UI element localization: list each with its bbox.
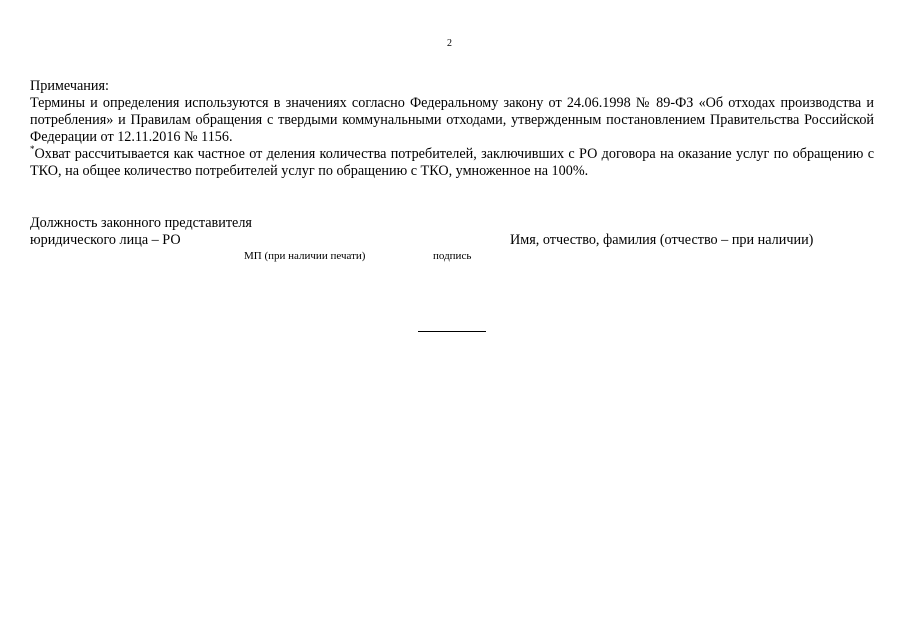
- footnote-asterisk: *: [30, 144, 35, 154]
- terms-definition-note: Термины и определения используются в значениях согласно Федеральному закону от 24.06.1998 № 89-ФЗ «Об отходах производства и потребления» и Правилам обращения с твердыми коммунальными отходами, утвержденным постановлением Правительства Российской Федерации от 12.11.2016 № 1156.: [30, 95, 874, 145]
- stamp-caption: МП (при наличии печати): [244, 250, 366, 262]
- coverage-note-text: Охват рассчитывается как частное от деления количества потребителей, заключивших с РО договора на оказание услуг по обращению с ТКО, на общее количество потребителей услуг по обращению с ТКО, умноженное на 100%.: [30, 146, 874, 179]
- signature-caption: подпись: [433, 250, 472, 262]
- page-number: 2: [447, 38, 452, 49]
- coverage-note: [30, 146, 874, 180]
- representative-title-line2: юридического лица – РО: [30, 232, 181, 248]
- end-of-document-rule: [418, 331, 486, 332]
- representative-title-line1: Должность законного представителя: [30, 215, 252, 231]
- notes-heading: Примечания:: [30, 78, 109, 94]
- notes-section: [30, 78, 874, 180]
- full-name-caption: Имя, отчество, фамилия (отчество – при наличии): [510, 232, 814, 248]
